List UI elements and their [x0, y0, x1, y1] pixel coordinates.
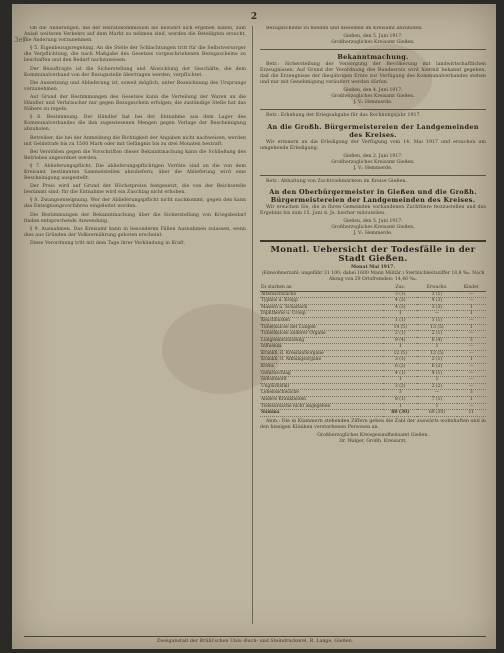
notice2-date: Gießen, den 2. Juni 1917.: [343, 153, 403, 159]
table-row: [260, 337, 486, 344]
notice1-heading: Bekanntmachung.: [337, 53, 409, 62]
adults-cell: 6 (4): [417, 337, 456, 344]
paragraph: § 5. Eigenbezugsregelung. An die Stelle der Schlachtungen tritt für die Selbstversorger die Verpflichtung, die nach Maßgabe des Gesetzes vorgeschriebenen Bezugsscheine zu beschaffen und den Bedarf nachzuweisen.: [24, 46, 246, 64]
cause-cell: Altersschwäche: [260, 291, 383, 298]
cause-cell: Typhus u. Kropp: [260, 298, 383, 305]
paragraph: § 8. Zwangsenteignung. Wer der Ablieferungspflicht nicht nachkommt, gegen den kann das Enteignungsverfahren eingeleitet werden.: [24, 198, 246, 210]
total-cell: 4 (1): [383, 370, 417, 377]
children-cell: —: [457, 298, 486, 305]
adults-cell: 3 (3): [417, 304, 456, 311]
stats-subtitle: (Einwohnerzahl: ungefähr 31 100; dabei 1600 Mann Militär.) Sterblichkeitsziffer 18,8 ‰. Nach Abzug von 29 Ortsfremden: 14,46 ‰.: [261, 271, 485, 283]
paragraph: Die Bestimmungen der Bekanntmachung über die Sicherstellung von Kriegsbedarf finden entsprechende Anwendung.: [24, 212, 246, 224]
total-cell: 1 (1): [383, 317, 417, 324]
notice3-date: Gießen, den 5. Juni 1917.: [343, 219, 403, 225]
notice2-text: Wir erinnern an die Erledigung der Verfügung vom 14. Mai 1917 und ersuchen um umgehende Erledigung.: [260, 139, 486, 151]
children-cell: —: [457, 344, 486, 351]
table-row: [260, 364, 486, 371]
cause-cell: Influenza: [260, 344, 383, 351]
total-children: 11: [457, 410, 486, 417]
left-column: [24, 26, 246, 624]
total-cell: 3 (1): [383, 357, 417, 364]
cause-cell: Selbstmord: [260, 377, 383, 384]
paragraph: § 6. Bestimmung. Der Händler hat bei der Entnahme aus dem Lager des Kommunalverbandes die ihm zugewiesenen Mengen gegen Vorlage der Bescheinigung abzuholen.: [24, 115, 246, 133]
page-number: 2: [250, 12, 258, 22]
cause-cell: Tuberkulose der Lungen: [260, 324, 383, 331]
adults-cell: 2 (1): [417, 357, 456, 364]
printer-footer: Zweiganstalt der Brühl'schen Univ.-Buch- und Steindruckerei. R. Lange, Gießen.: [24, 636, 486, 644]
paragraph: § 7. Ablieferungspflicht. Die ablieferungspflichtigen Vorräte sind an die von dem Kreisamt bestimmten Sammelstellen abzuliefern; über die Ablieferung wird eine Bescheinigung ausgestellt.: [24, 163, 246, 182]
paragraph: Ob die Änderungen, die der Beiratskommission als bewährt sich ergeben haben, zum Anlaß weiteren Verkehrs auf dem Markt zu nehmen sind, werden die Beteiligten ersucht, die Änderung vorzunehmen.: [24, 26, 246, 44]
total-cell: 4 (3): [383, 298, 417, 305]
total-cell: 9 (4): [383, 337, 417, 344]
adults-cell: 4 (1): [417, 370, 456, 377]
cause-cell: Tuberkulose anderer Organe: [260, 331, 383, 338]
notice3-betr: Betr.: Abhaltung von Zuchtviehmärkten im Kreise Gießen.: [266, 178, 408, 184]
notice1-signer: J. V.: Hemmerde.: [353, 100, 393, 106]
table-row: [260, 397, 486, 404]
cause-cell: Krankh. d. Atmungsorgane: [260, 357, 383, 364]
table-row: [260, 344, 486, 351]
table-row: [260, 403, 486, 410]
total-value: 80 (30): [383, 410, 417, 417]
table-row: [260, 291, 486, 298]
notice3-signer: J. V.: Hemmerde.: [353, 231, 393, 237]
notice3-text: Wir ersuchen Sie, die in Ihren Gemeinden vorhandenen Zuchttiere festzustellen und das Ergebnis bis zum 15. Juni d. Js. hierher mitzuteilen.: [260, 204, 486, 216]
table-row: [260, 311, 486, 318]
adults-cell: 4 (3): [417, 298, 456, 305]
children-cell: 1: [457, 397, 486, 404]
adults-cell: 2 (1): [417, 331, 456, 338]
stats-office: Großherzogliches Kreisgesundheitsamt Gießen.: [317, 433, 429, 438]
intro-text: Bezugsscheine zu melden und dieselben im Kreisamt abzuholen.: [266, 26, 423, 31]
total-label: Summa: [260, 410, 383, 417]
table-row: [260, 370, 486, 377]
cause-cell: Todesursache nicht angegeben: [260, 403, 383, 410]
total-cell: 8 (1): [383, 397, 417, 404]
children-cell: —: [457, 364, 486, 371]
notice3-office: Großherzogliches Kreisamt Gießen.: [331, 225, 415, 231]
adults-cell: 1: [417, 403, 456, 410]
paragraph: Der Preis wird auf Grund der Höchstpreise festgesetzt, die von der Reichsstelle bestimmt sind; für die Entnahme wird ein Zuschlag nicht erhoben.: [24, 184, 246, 196]
children-cell: —: [457, 383, 486, 390]
stats-heading: Monatl. Uebersicht der Todesfälle in der Stadt Gießen.: [270, 245, 476, 265]
intro-date: Gießen, den 5. Juni 1917.: [343, 34, 403, 40]
mortality-table: [260, 285, 486, 417]
table-row: [260, 304, 486, 311]
children-cell: —: [457, 377, 486, 384]
adults-cell: 6 (2): [417, 364, 456, 371]
notice1-text: Betr.: Sicherstellung der Versorgung der Bevölkerung mit landwirtschaftlichen Erzeugnissen. Auf Grund der Verordnung des Bundesrats wird hiermit bekannt gegeben, daß die Erzeugnisse der diesjährigen Ernte zur Verfügung des Kommunalverbandes stehen und nur mit Genehmigung veräußert werden dürfen.: [260, 62, 486, 86]
total-cell: 3 (1): [383, 291, 417, 298]
notice1-office: Großherzogliches Kreisamt Gießen.: [331, 94, 415, 100]
children-cell: —: [457, 291, 486, 298]
table-row: [260, 383, 486, 390]
children-cell: 3: [457, 390, 486, 397]
paragraph: Der Beauftragte ist die Sicherstellung und Abwicklung der Geschäfte, die dem Kommunalverband von der Bezugsstelle übertragen werden, verpflichtet.: [24, 66, 246, 78]
total-cell: 1: [383, 311, 417, 318]
notice1-date: Gießen, den 4. Juni 1917.: [343, 88, 403, 94]
adults-cell: 1: [417, 344, 456, 351]
total-cell: 14 (5): [383, 324, 417, 331]
cause-cell: Masern u. Scharlach: [260, 304, 383, 311]
stats-note: Anm.: Die in Klammern stehenden Ziffern geben die Zahl der auswärts wohnhaften und in den hiesigen Kliniken verstorbenen Personen an.: [260, 418, 486, 430]
children-cell: 1: [457, 324, 486, 331]
newspaper-page: [12, 4, 496, 649]
children-cell: —: [457, 370, 486, 377]
intro-office: Großherzogliches Kreisamt Gießen.: [331, 40, 415, 46]
cause-cell: Diphtherie u. Croup: [260, 311, 383, 318]
cause-cell: Lebensschwäche: [260, 390, 383, 397]
cause-cell: Krankh. d. Kreislaufsorgane: [260, 350, 383, 357]
cause-cell: Andere Krankheiten: [260, 397, 383, 404]
cause-cell: Krebs: [260, 364, 383, 371]
children-cell: 1: [457, 311, 486, 318]
total-cell: 2 (2): [383, 383, 417, 390]
table-row: [260, 317, 486, 324]
paragraph: Auf Grund der Bestimmungen des Gesetzes kann die Verteilung der Waren an die Händler und Verbraucher nur gegen Bezugsschein erfolgen; die zuständige Stelle hat das Nähere zu regeln.: [24, 94, 246, 113]
table-row: [260, 350, 486, 357]
edge-mark: 3ef: [14, 36, 26, 44]
total-cell: 4 (3): [383, 304, 417, 311]
adults-cell: 7 (1): [417, 397, 456, 404]
cause-cell: Keuchhusten: [260, 317, 383, 324]
total-cell: 2 (1): [383, 331, 417, 338]
table-row: [260, 331, 486, 338]
notice2-office: Großherzogliches Kreisamt Gießen.: [331, 159, 415, 165]
divider: [260, 109, 486, 110]
total-cell: 1: [383, 344, 417, 351]
adults-cell: 12 (5): [417, 350, 456, 357]
children-cell: 1: [457, 357, 486, 364]
paragraph: Die Aussetzung und Ablieferung ist, soweit möglich, unter Bezeichnung des Ursprungs vorzunehmen.: [24, 80, 246, 92]
table-body: [260, 291, 486, 410]
table-row: [260, 324, 486, 331]
divider: [260, 175, 486, 176]
column-header: Es starben an: [260, 285, 383, 291]
total-cell: 12 (5): [383, 350, 417, 357]
total-cell: 1: [383, 403, 417, 410]
total-cell: 3: [383, 390, 417, 397]
cause-cell: Lungenentzündung: [260, 337, 383, 344]
column-header: Zus.: [383, 285, 417, 291]
divider: [260, 49, 486, 50]
total-cell: 1: [383, 377, 417, 384]
cause-cell: Gehirnschlag: [260, 370, 383, 377]
adults-cell: 1 (1): [417, 317, 456, 324]
notice2-betr: Betr.: Erhebung der Kriegsabgabe für das Rechnungsjahr 1917.: [266, 113, 422, 119]
adults-cell: 3 (1): [417, 291, 456, 298]
notice2-heading: An die Großh. Bürgermeistereien der Landgemeinden des Kreises.: [267, 122, 479, 139]
adults-cell: 2 (2): [417, 383, 456, 390]
table-row: [260, 357, 486, 364]
children-cell: —: [457, 350, 486, 357]
children-cell: —: [457, 317, 486, 324]
children-cell: 1: [457, 304, 486, 311]
notice3-heading: An den Oberbürgermeister in Gießen und die Großh. Bürgermeistereien der Landgemeinden des Kreises.: [269, 187, 477, 204]
divider: [260, 240, 486, 242]
children-cell: —: [457, 403, 486, 410]
paragraph: § 9. Ausnahmen. Das Kreisamt kann in besonderen Fällen Ausnahmen zulassen, wenn dies aus Gründen der Volksernährung geboten erscheint.: [24, 226, 246, 238]
total-adults: 69 (30): [417, 410, 456, 417]
adults-cell: 13 (5): [417, 324, 456, 331]
children-cell: 3: [457, 337, 486, 344]
column-header: Erwachs.: [417, 285, 456, 291]
table-row: [260, 377, 486, 384]
column-header: Kinder: [457, 285, 486, 291]
total-cell: 6 (2): [383, 364, 417, 371]
paragraph: Betreiber, die bei der Anmeldung die Richtigkeit der Angaben nicht nachweisen, werden mit Geldstrafe bis zu 1500 Mark oder mit Gefängnis bis zu drei Monaten bestraft.: [24, 135, 246, 147]
adults-cell: 1: [417, 377, 456, 384]
paragraph: Diese Verordnung tritt mit dem Tage ihrer Verkündung in Kraft.: [30, 240, 186, 246]
table-row: [260, 390, 486, 397]
right-column: [260, 26, 486, 624]
paragraph: Bei Verstößen gegen die Vorschriften dieser Bekanntmachung kann die Schließung des Betriebes angeordnet werden.: [24, 149, 246, 161]
column-rule: [252, 26, 253, 624]
table-row: [260, 298, 486, 305]
stats-month: Monat Mai 1917.: [351, 265, 395, 271]
notice2-signer: J. V.: Hemmerde.: [353, 165, 393, 171]
adults-cell: —: [417, 390, 456, 397]
stats-signer: Dr. Walger, Großh. Kreisarzt.: [339, 439, 407, 444]
children-cell: —: [457, 331, 486, 338]
adults-cell: —: [417, 311, 456, 318]
cause-cell: Unglücksfall: [260, 383, 383, 390]
